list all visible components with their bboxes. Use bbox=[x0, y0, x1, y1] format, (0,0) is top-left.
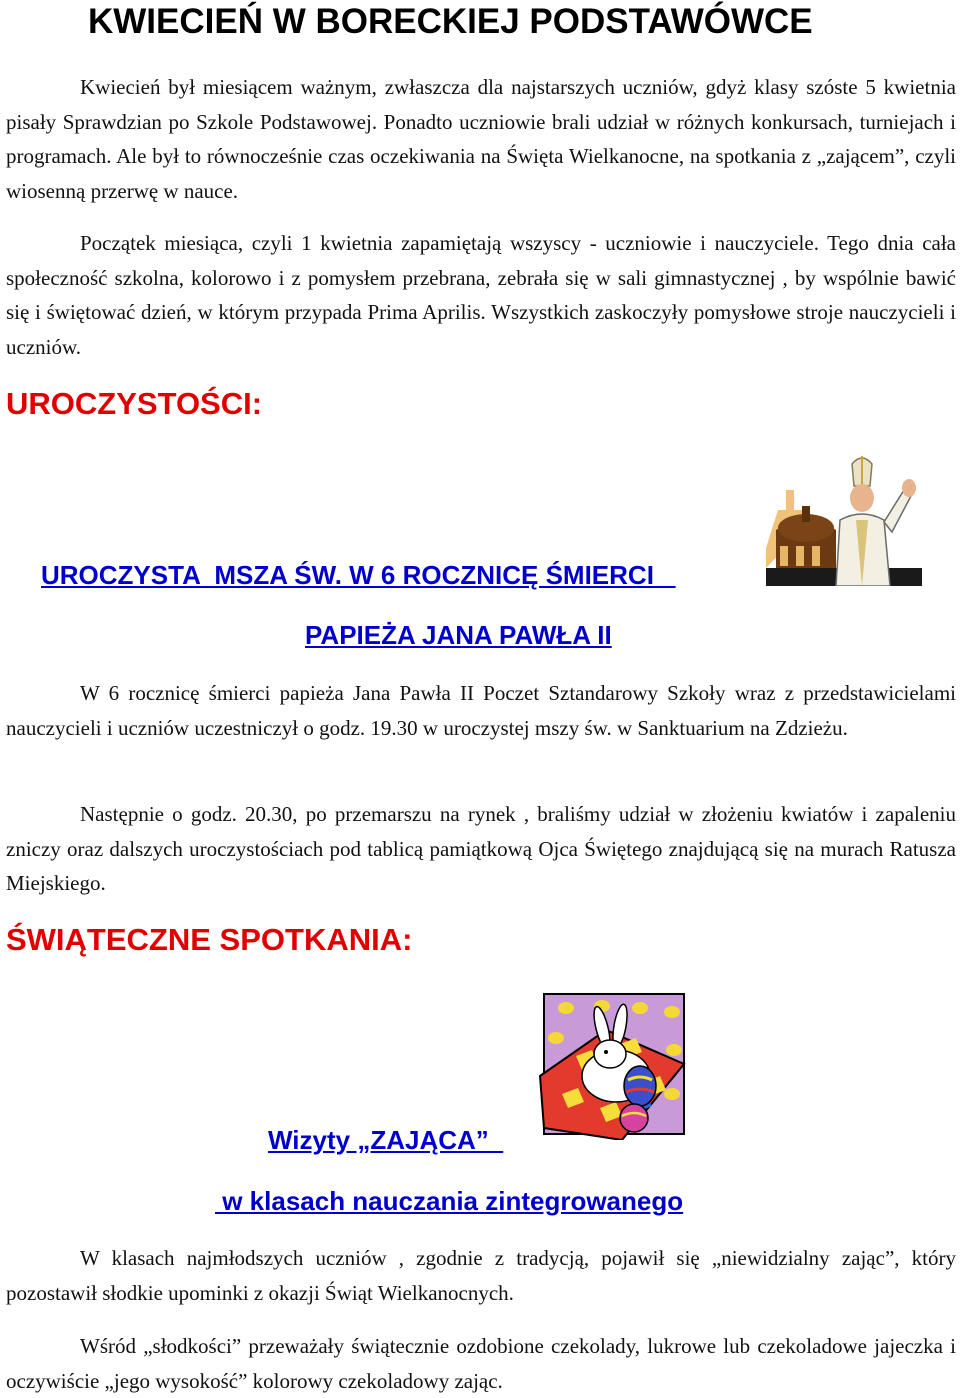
mass-paragraph-2 bbox=[6, 797, 956, 901]
bunny-paragraph-1-text: W klasach najmłodszych uczniów , zgodnie z tradycją, pojawił się „niewidzialny zając”, który pozostawił słodkie upominki z okazji Świąt Wielkanocnych. bbox=[6, 1246, 956, 1305]
mass-paragraph-1-text: W 6 rocznicę śmierci papieża Jana Pawła II Poczet Sztandarowy Szkoły wraz z przedstawicielami nauczycieli i uczniów uczestniczył o godz. 19.30 w uroczystej mszy św. w Sanktuarium na Zdzieżu. bbox=[6, 681, 956, 740]
bunny-paragraph-2 bbox=[6, 1329, 956, 1398]
intro-paragraph-1-text: Kwiecień był miesiącem ważnym, zwłaszcza dla najstarszych uczniów, gdyż klasy szóste 5 kwietnia pisały Sprawdzian po Szkole Podstawowej. Ponadto uczniowie brali udział w różnych konkursach, turniejach i programach. Ale był to równocześnie czas oczekiwania na Święta Wielkanocne, na spotkania z „zającem”, czyli wiosenną przerwę w nauce. bbox=[6, 75, 956, 203]
bunny-paragraph-2-text: Wśród „słodkości” przeważały świątecznie ozdobione czekolady, lukrowe lub czekoladowe jajeczka i oczywiście „jego wysokość” kolorowy czekoladowy zając. bbox=[6, 1334, 956, 1393]
mass-subheading-line-1: UROCZYSTA MSZA ŚW. W 6 ROCZNICĘ ŚMIERCI bbox=[41, 560, 676, 590]
intro-paragraph-2 bbox=[6, 226, 956, 364]
bunny-paragraph-1 bbox=[6, 1241, 956, 1310]
intro-paragraph-1 bbox=[6, 70, 956, 208]
mass-paragraph-2-text: Następnie o godz. 20.30, po przemarszu na rynek , braliśmy udział w złożeniu kwiatów i zapaleniu zniczy oraz dalszych uroczystościach pod tablicą pamiątkową Ojca Świętego znajdującą się na murach Ratusza Miejskiego. bbox=[6, 802, 956, 895]
mass-paragraph-1 bbox=[6, 676, 956, 745]
section-heading-swiateczne: ŚWIĄTECZNE SPOTKANIA: bbox=[6, 922, 413, 957]
intro-paragraph-2-text: Początek miesiąca, czyli 1 kwietnia zapamiętają wszyscy - uczniowie i nauczyciele. Tego dnia cała społeczność szkolna, kolorowo i z pomysłem przebrana, zebrała się w sali gimnastycznej , by wspólnie bawić się i świętować dzień, w którym przypada Prima Aprilis. Wszystkich zaskoczyły pomysłowe stroje nauczycieli i uczniów. bbox=[6, 231, 956, 359]
page-title: KWIECIEŃ W BORECKIEJ PODSTAWÓWCE bbox=[88, 2, 813, 41]
section-heading-uroczystosci: UROCZYSTOŚCI: bbox=[6, 386, 263, 421]
bunny-subheading-line-2: w klasach nauczania zintegrowanego bbox=[215, 1186, 684, 1216]
mass-subheading-line-2: PAPIEŻA JANA PAWŁA II bbox=[305, 620, 612, 650]
pope-illustration bbox=[766, 450, 922, 586]
easter-bunny-illustration bbox=[536, 990, 692, 1140]
bunny-subheading-line-1: Wizyty „ZAJĄCA” bbox=[268, 1125, 504, 1155]
